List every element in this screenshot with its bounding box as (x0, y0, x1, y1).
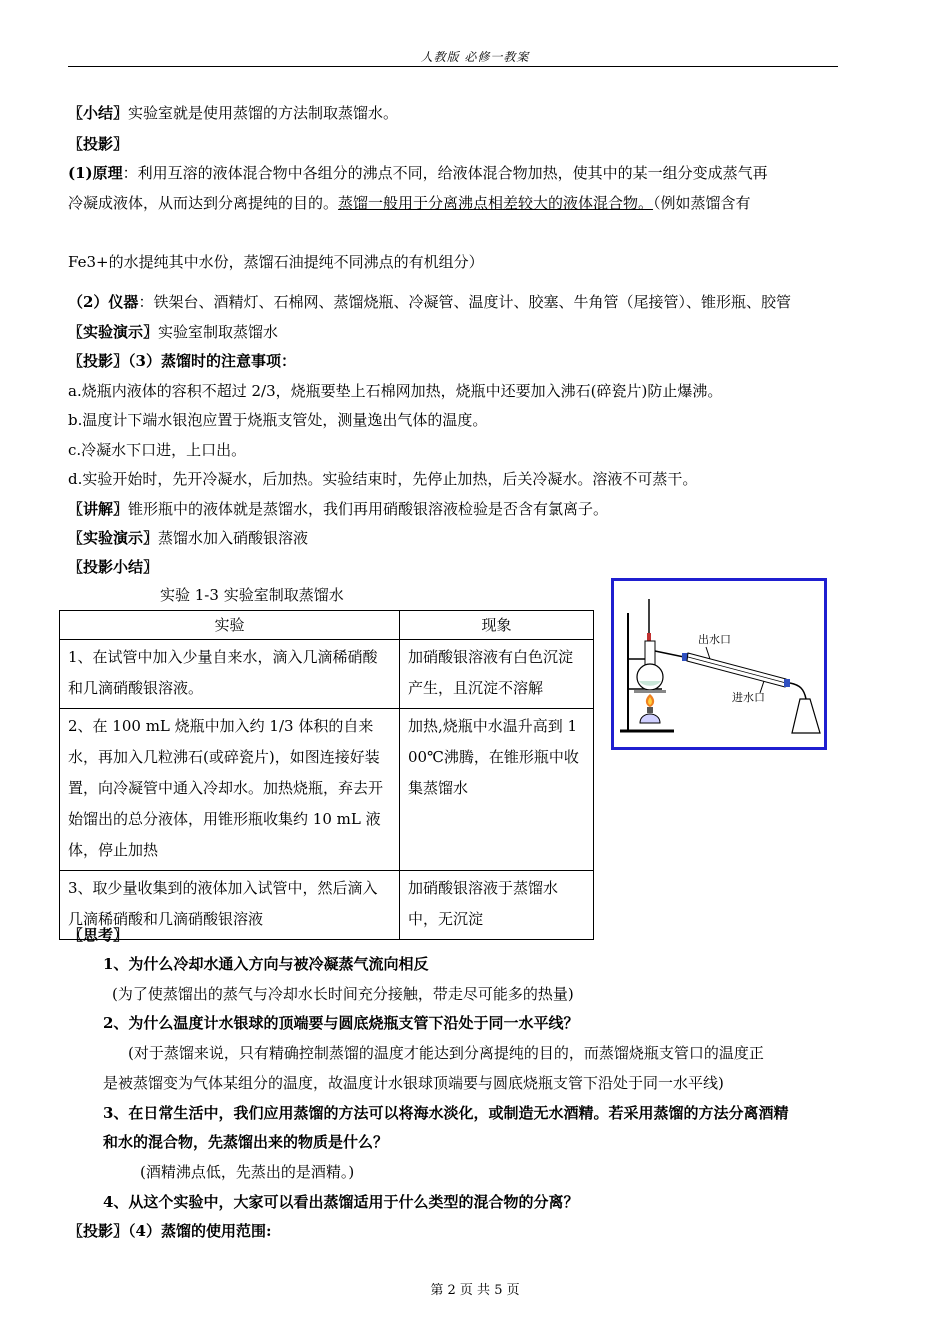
experiment-cell: 3、取少量收集到的液体加入试管中，然后滴入几滴稀硝酸和几滴硝酸银溶液 (60, 871, 400, 940)
demo-line-1 (68, 321, 278, 342)
instruments-label: （2）仪器 (68, 293, 139, 311)
question-1: 1、为什么冷却水通入方向与被冷凝蒸气流向相反 (103, 955, 429, 973)
question-2: 2、为什么温度计水银球的顶端要与圆底烧瓶支管下沿处于同一水平线？ (103, 1014, 579, 1032)
distillation-apparatus-drawing (614, 581, 824, 747)
principle-text: ：利用互溶的液体混合物中各组分的沸点不同，给液体混合物加热，使其中的某一组分变成蒸气再 (122, 164, 768, 182)
projection-tag: 〖投影〗 (68, 135, 129, 153)
answer-3: (酒精沸点低，先蒸出的是酒精。) (140, 1163, 355, 1181)
demo-line-2 (68, 527, 308, 548)
experiment-table (59, 610, 594, 940)
instruments-line (68, 291, 791, 312)
principle-tail: （例如蒸馏含有 (653, 194, 751, 212)
column-header-phenomenon: 现象 (400, 611, 594, 640)
explain-text: 锥形瓶中的液体就是蒸馏水，我们再用硝酸银溶液检验是否含有氯离子。 (128, 500, 609, 518)
phenomenon-cell: 加硝酸银溶液有白色沉淀产生，且沉淀不溶解 (400, 640, 594, 709)
demo-tag-1: 〖实验演示〗 (68, 323, 159, 341)
principle-line-3: Fe3+的水提纯其中水份，蒸馏石油提纯不同沸点的有机组分） (68, 253, 484, 271)
principle-line-2 (68, 192, 751, 213)
usage-scope-heading: 〖投影〗（4）蒸馏的使用范围: (68, 1222, 272, 1240)
precaution-d: d.实验开始时，先开冷凝水，后加热。实验结束时，先停止加热，后关冷凝水。溶液不可蒸干。 (68, 470, 698, 488)
principle-line-1 (68, 162, 768, 183)
think-tag: 〖思考〗 (68, 926, 129, 944)
table-row (60, 871, 594, 940)
demo-text-2: 蒸馏水加入硝酸银溶液 (158, 529, 309, 547)
experiment-cell: 1、在试管中加入少量自来水，滴入几滴稀硝酸和几滴硝酸银溶液。 (60, 640, 400, 709)
outlet-label: 出水口 (698, 633, 731, 646)
question-4: 4、从这个实验中，大家可以看出蒸馏适用于什么类型的混合物的分离？ (103, 1193, 579, 1211)
principle-underlined: 蒸馏一般用于分离沸点相差较大的液体混合物。 (338, 194, 654, 212)
experiment-cell: 2、在 100 mL 烧瓶中加入约 1/3 体积的自来水，再加入几粒沸石(或碎瓷片)，如图连接好装置，向冷凝管中通入冷却水。加热烧瓶，弃去开始馏出的总分液体，用锥形瓶收集约 10 mL 液体，停止加热 (60, 709, 400, 871)
demo-tag-2: 〖实验演示〗 (68, 529, 159, 547)
answer-2-line-1: (对于蒸馏来说，只有精确控制蒸馏的温度才能达到分离提纯的目的，而蒸馏烧瓶支管口的温度正 (128, 1044, 764, 1062)
precautions-heading: 〖投影〗（3）蒸馏时的注意事项： (68, 352, 296, 370)
answer-1: (为了使蒸馏出的蒸气与冷却水长时间充分接触，带走尽可能多的热量) (112, 985, 574, 1003)
instruments-text: ：铁架台、酒精灯、石棉网、蒸馏烧瓶、冷凝管、温度计、胶塞、牛角管（尾接管）、锥形瓶、胶管 (138, 293, 791, 311)
demo-text-1: 实验室制取蒸馏水 (158, 323, 279, 341)
question-3-line-1: 3、在日常生活中，我们应用蒸馏的方法可以将海水淡化，或制造无水酒精。若采用蒸馏的方法分离酒精 (103, 1104, 789, 1122)
precaution-a: a.烧瓶内液体的容积不超过 2/3，烧瓶要垫上石棉网加热，烧瓶中还要加入沸石(碎瓷片)防止爆沸。 (68, 382, 723, 400)
principle-label: (1)原理 (68, 164, 123, 182)
projection-summary-tag: 〖投影小结〗 (68, 558, 159, 576)
table-row (60, 640, 594, 709)
question-3-line-2: 和水的混合物，先蒸馏出来的物质是什么？ (103, 1133, 389, 1151)
summary-tag: 〖小结〗 (68, 104, 129, 122)
summary-text: 实验室就是使用蒸馏的方法制取蒸馏水。 (128, 104, 399, 122)
inlet-label: 进水口 (732, 691, 765, 704)
distillation-apparatus-figure (611, 578, 827, 750)
explain-line (68, 498, 608, 519)
phenomenon-cell: 加硝酸银溶液于蒸馏水中，无沉淀 (400, 871, 594, 940)
page-header: 人教版 必修一教案 (420, 50, 530, 64)
answer-2-line-2: 是被蒸馏变为气体某组分的温度，故温度计水银球顶端要与圆底烧瓶支管下沿处于同一水平线) (103, 1074, 724, 1092)
explain-tag: 〖讲解〗 (68, 500, 129, 518)
page-footer: 第 2 页 共 5 页 (430, 1283, 520, 1298)
table-caption: 实验 1-3 实验室制取蒸馏水 (160, 586, 344, 604)
table-header-row (60, 611, 594, 640)
phenomenon-cell: 加热,烧瓶中水温升高到 100℃沸腾，在锥形瓶中收集蒸馏水 (400, 709, 594, 871)
column-header-experiment: 实验 (60, 611, 400, 640)
summary-line (68, 102, 398, 123)
precaution-c: c.冷凝水下口进，上口出。 (68, 441, 247, 459)
principle-text-2: 冷凝成液体，从而达到分离提纯的目的。 (68, 194, 339, 212)
table-row (60, 709, 594, 871)
header-rule (68, 66, 838, 67)
precaution-b: b.温度计下端水银泡应置于烧瓶支管处，测量逸出气体的温度。 (68, 411, 488, 429)
